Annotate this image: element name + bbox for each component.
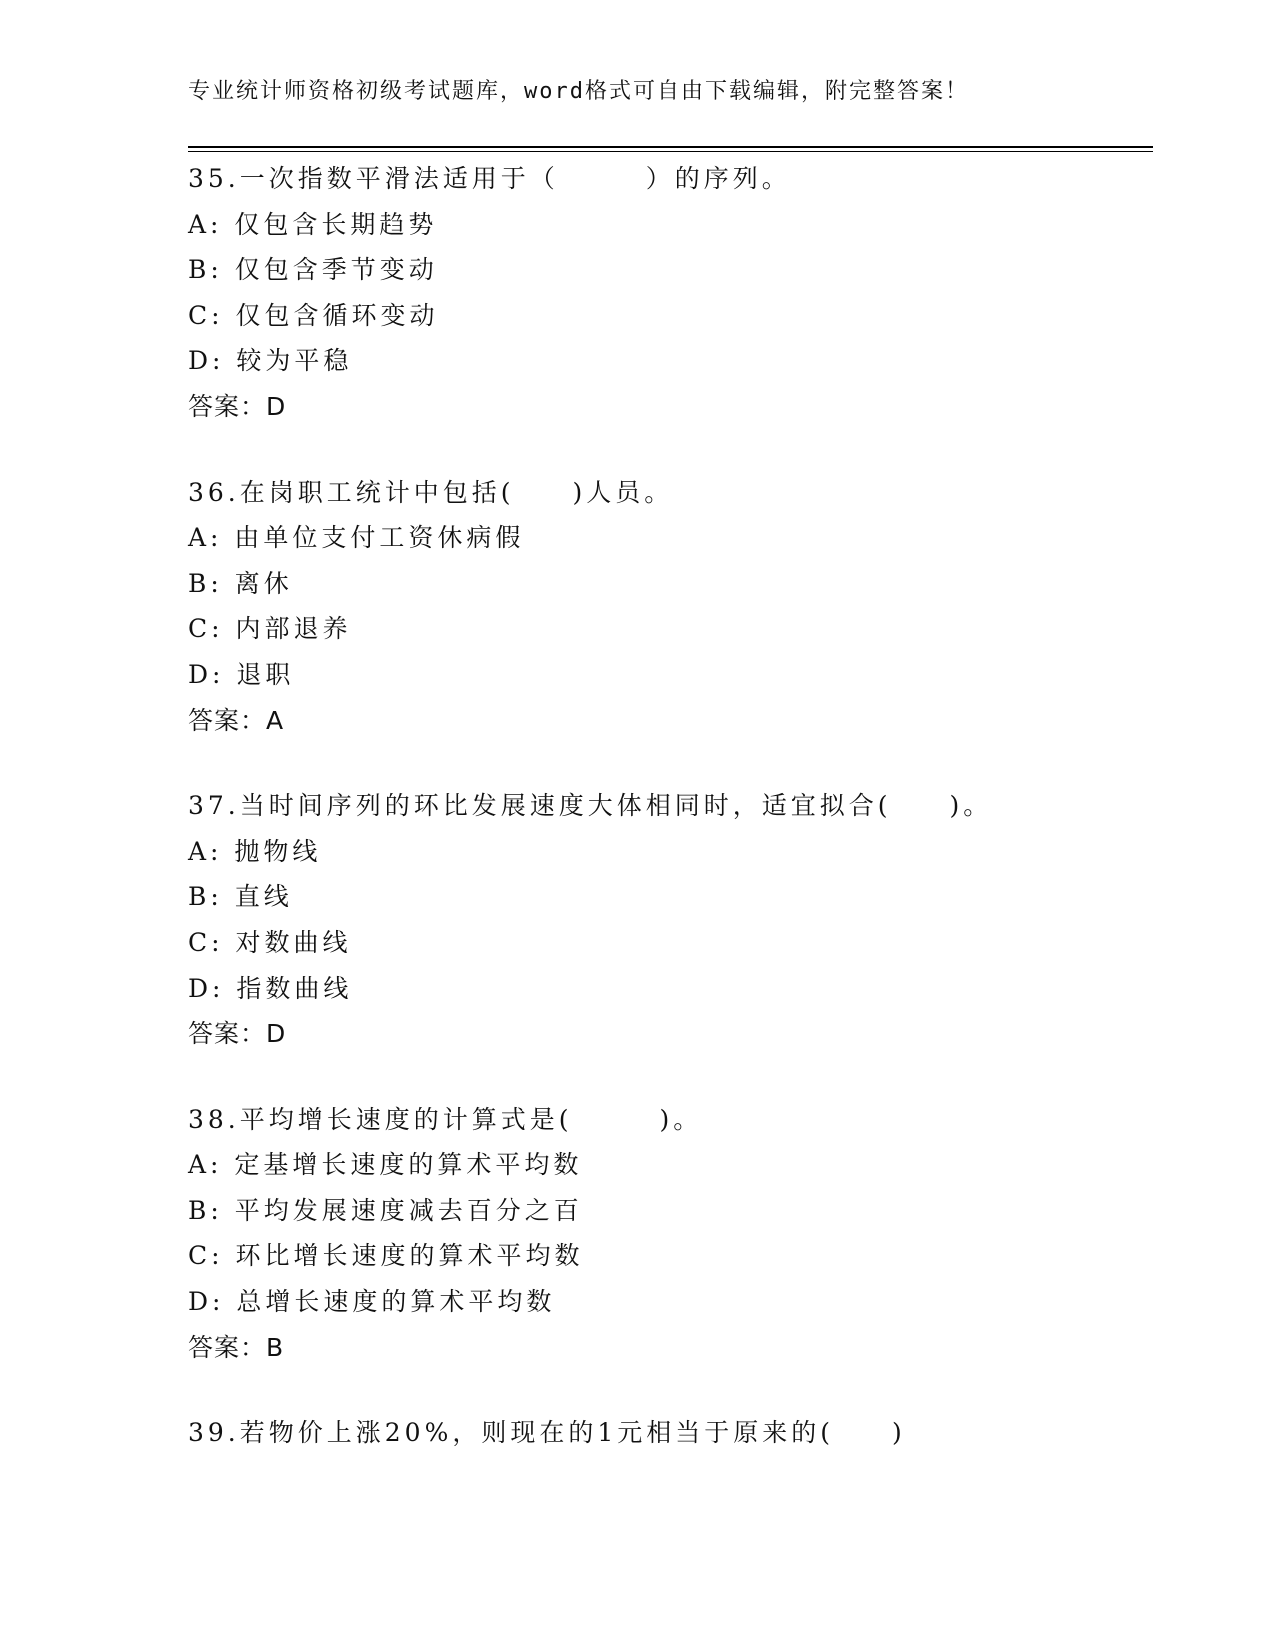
option-b: B: 仅包含季节变动 — [188, 255, 438, 285]
question-39 — [188, 1410, 1153, 1456]
question-stem: 35.一次指数平滑法适用于（ ）的序列。 — [188, 164, 791, 193]
answer-line: 答案：A — [188, 705, 285, 735]
question-36 — [188, 470, 1153, 744]
option-b: B: 直线 — [188, 882, 293, 912]
question-37 — [188, 783, 1153, 1057]
question-stem: 36.在岗职工统计中包括( )人员。 — [188, 477, 674, 507]
header-divider-thick — [188, 146, 1153, 148]
option-d: D: 较为平稳 — [188, 346, 353, 376]
question-stem: 38.平均增长速度的计算式是( )。 — [188, 1104, 703, 1134]
option-c: C: 仅包含循环变动 — [188, 300, 439, 330]
question-list — [188, 156, 1153, 1496]
option-c: C: 内部退养 — [188, 614, 352, 644]
answer-line: 答案：B — [188, 1332, 285, 1362]
option-c: C: 环比增长速度的算术平均数 — [188, 1241, 584, 1271]
answer-line: 答案：D — [188, 1019, 287, 1049]
option-a: A: 抛物线 — [188, 836, 322, 866]
document-header: 专业统计师资格初级考试题库，word格式可自由下载编辑，附完整答案！ — [188, 79, 969, 104]
option-a: A: 定基增长速度的算术平均数 — [188, 1150, 583, 1180]
option-c: C: 对数曲线 — [188, 927, 352, 957]
question-stem: 37.当时间序列的环比发展速度大体相同时，适宜拟合( )。 — [188, 791, 993, 821]
option-a: A: 由单位支付工资休病假 — [188, 523, 525, 553]
question-35 — [188, 156, 1153, 430]
question-38 — [188, 1097, 1153, 1371]
option-d: D: 退职 — [188, 659, 295, 689]
question-stem: 39.若物价上涨20%，则现在的1元相当于原来的( ) — [188, 1418, 906, 1448]
option-d: D: 总增长速度的算术平均数 — [188, 1287, 556, 1317]
option-b: B: 离休 — [188, 568, 293, 598]
option-b: B: 平均发展速度减去百分之百 — [188, 1195, 583, 1225]
option-d: D: 指数曲线 — [188, 973, 353, 1003]
answer-line: 答案：D — [188, 391, 287, 421]
option-a: A: 仅包含长期趋势 — [188, 209, 438, 239]
header-divider-thin — [188, 151, 1153, 152]
